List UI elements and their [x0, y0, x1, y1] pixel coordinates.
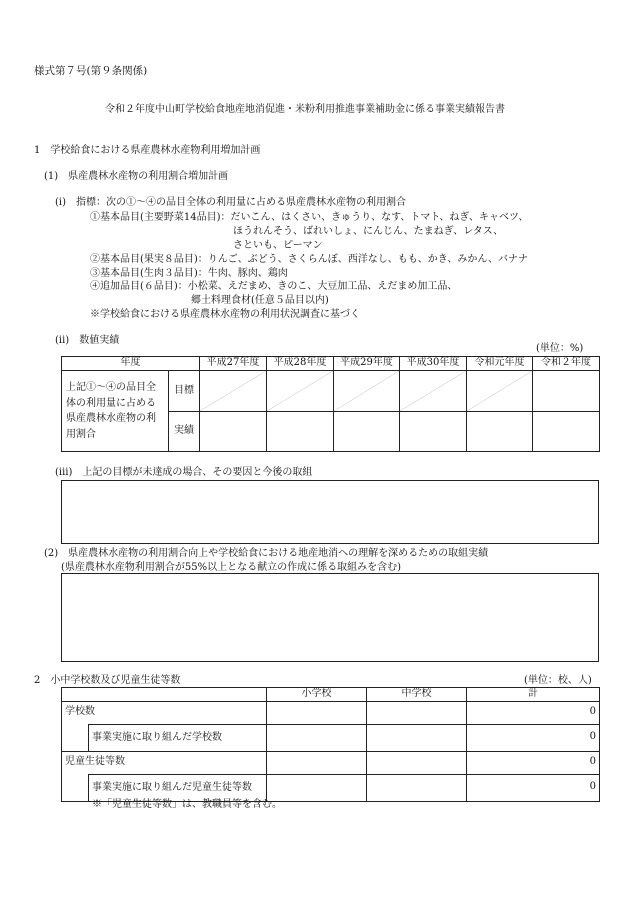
section2-heading: 2 小中学校数及び児童生徒等数	[34, 675, 181, 686]
results-unit: (単位：%)	[536, 343, 584, 354]
indicator-line: ②基本品目(果実８品目)：りんご、ぶどう、さくらんぼ、西洋なし、もも、かき、みかん、バナナ	[90, 254, 529, 265]
indicator-line: ほうれんそう、ばれいしょ、にんじん、たまねぎ、レタス、	[233, 226, 504, 237]
row-label: 上記①～④の品目全体の利用量に占める県産農林水産物の利用割合	[62, 371, 169, 452]
year-h27: 平成27年度	[200, 357, 267, 371]
indicator-line: ④追加品目(６品目)：小松菜、えだまめ、きのこ、大豆加工品、えだまめ加工品、	[90, 281, 458, 292]
schools-total: 0	[467, 701, 600, 724]
target-cell-h27[interactable]	[200, 371, 267, 412]
indicator-line: さといも、ピーマン	[233, 240, 323, 251]
target-cell-h29[interactable]	[334, 371, 400, 412]
indicator-line: 郷土料理食材(任意５品目以内)	[191, 295, 329, 306]
year-header: 年度	[62, 357, 200, 371]
col-junior-high: 中学校	[367, 688, 467, 702]
section1-2-heading: (2) 県産農林水産物の利用割合向上や学校給食における地産地消への理解を深めるための取組実績	[44, 548, 489, 559]
row-label-participating-students: 事業実施に取り組んだ児童生徒等数	[89, 774, 267, 801]
indicator-heading: (ⅰ) 指標：次の①～④の品目全体の利用量に占める県産農林水産物の利用割合	[55, 197, 407, 208]
indicator-line: ※学校給食における県産農林水産物の利用状況調査に基づく	[90, 309, 360, 320]
results-heading: (ⅱ) 数値実績	[55, 335, 120, 346]
target-cell-r2[interactable]	[533, 371, 600, 412]
form-number: 様式第７号(第９条関係)	[34, 65, 148, 77]
document-title: 令和２年度中山町学校給食地産地消促進・米粉利用推進事業補助金に係る事業実績報告書	[105, 104, 505, 115]
target-cell-h30[interactable]	[400, 371, 467, 412]
participating-students-junior-high[interactable]	[367, 774, 467, 801]
students-junior-high[interactable]	[367, 751, 467, 774]
col-elementary: 小学校	[267, 688, 367, 702]
section1-heading: 1 学校給食における県産農林水産物利用増加計画	[34, 145, 261, 156]
row-label-schools: 学校数	[62, 701, 267, 724]
participating-students-elementary[interactable]	[267, 774, 367, 801]
efforts-box[interactable]	[61, 573, 599, 662]
indent-spacer	[62, 774, 89, 801]
section2-footnote: ※「児童生徒等数」は、教職員等を含む。	[92, 799, 282, 810]
indicator-line: ③基本品目(生肉３品目)：牛肉、豚肉、鶏肉	[90, 268, 288, 279]
indent-spacer	[62, 724, 89, 751]
row-label-students: 児童生徒等数	[62, 751, 267, 774]
row-label-participating-schools: 事業実施に取り組んだ学校数	[89, 724, 267, 751]
year-h30: 平成30年度	[400, 357, 467, 371]
school-count-table	[61, 687, 600, 802]
target-cell-h28[interactable]	[267, 371, 334, 412]
indicator-line: ①基本品目(主要野菜14品目)：だいこん、はくさい、きゅうり、なす、トマト、ねぎ、キャベツ、	[90, 212, 529, 223]
year-h28: 平成28年度	[267, 357, 334, 371]
actual-cell-h29[interactable]	[334, 412, 400, 452]
participating-schools-junior-high[interactable]	[367, 724, 467, 751]
students-elementary[interactable]	[267, 751, 367, 774]
students-total: 0	[467, 751, 600, 774]
row-actual-label: 実績	[169, 412, 200, 452]
section2-unit: (単位：校、人)	[524, 675, 592, 686]
schools-junior-high[interactable]	[367, 701, 467, 724]
results-table	[61, 356, 600, 452]
header-blank	[62, 688, 267, 702]
actual-cell-h27[interactable]	[200, 412, 267, 452]
issues-heading: (ⅲ) 上記の目標が未達成の場合、その要因と今後の取組	[55, 467, 313, 478]
year-r2: 令和２年度	[533, 357, 600, 371]
target-cell-r1[interactable]	[467, 371, 533, 412]
actual-cell-r1[interactable]	[467, 412, 533, 452]
issues-box[interactable]	[61, 480, 599, 544]
section1-2-note: (県産農林水産物利用割合が55%以上となる献立の作成に係る取組みを含む)	[61, 562, 402, 573]
schools-elementary[interactable]	[267, 701, 367, 724]
year-h29: 平成29年度	[334, 357, 400, 371]
actual-cell-r2[interactable]	[533, 412, 600, 452]
actual-cell-h30[interactable]	[400, 412, 467, 452]
actual-cell-h28[interactable]	[267, 412, 334, 452]
section1-1-heading: (1) 県産農林水産物の利用割合増加計画	[44, 171, 229, 182]
participating-students-total: 0	[467, 774, 600, 801]
year-r1: 令和元年度	[467, 357, 533, 371]
participating-schools-elementary[interactable]	[267, 724, 367, 751]
participating-schools-total: 0	[467, 724, 600, 751]
row-target-label: 目標	[169, 371, 200, 412]
col-total: 計	[467, 688, 600, 702]
